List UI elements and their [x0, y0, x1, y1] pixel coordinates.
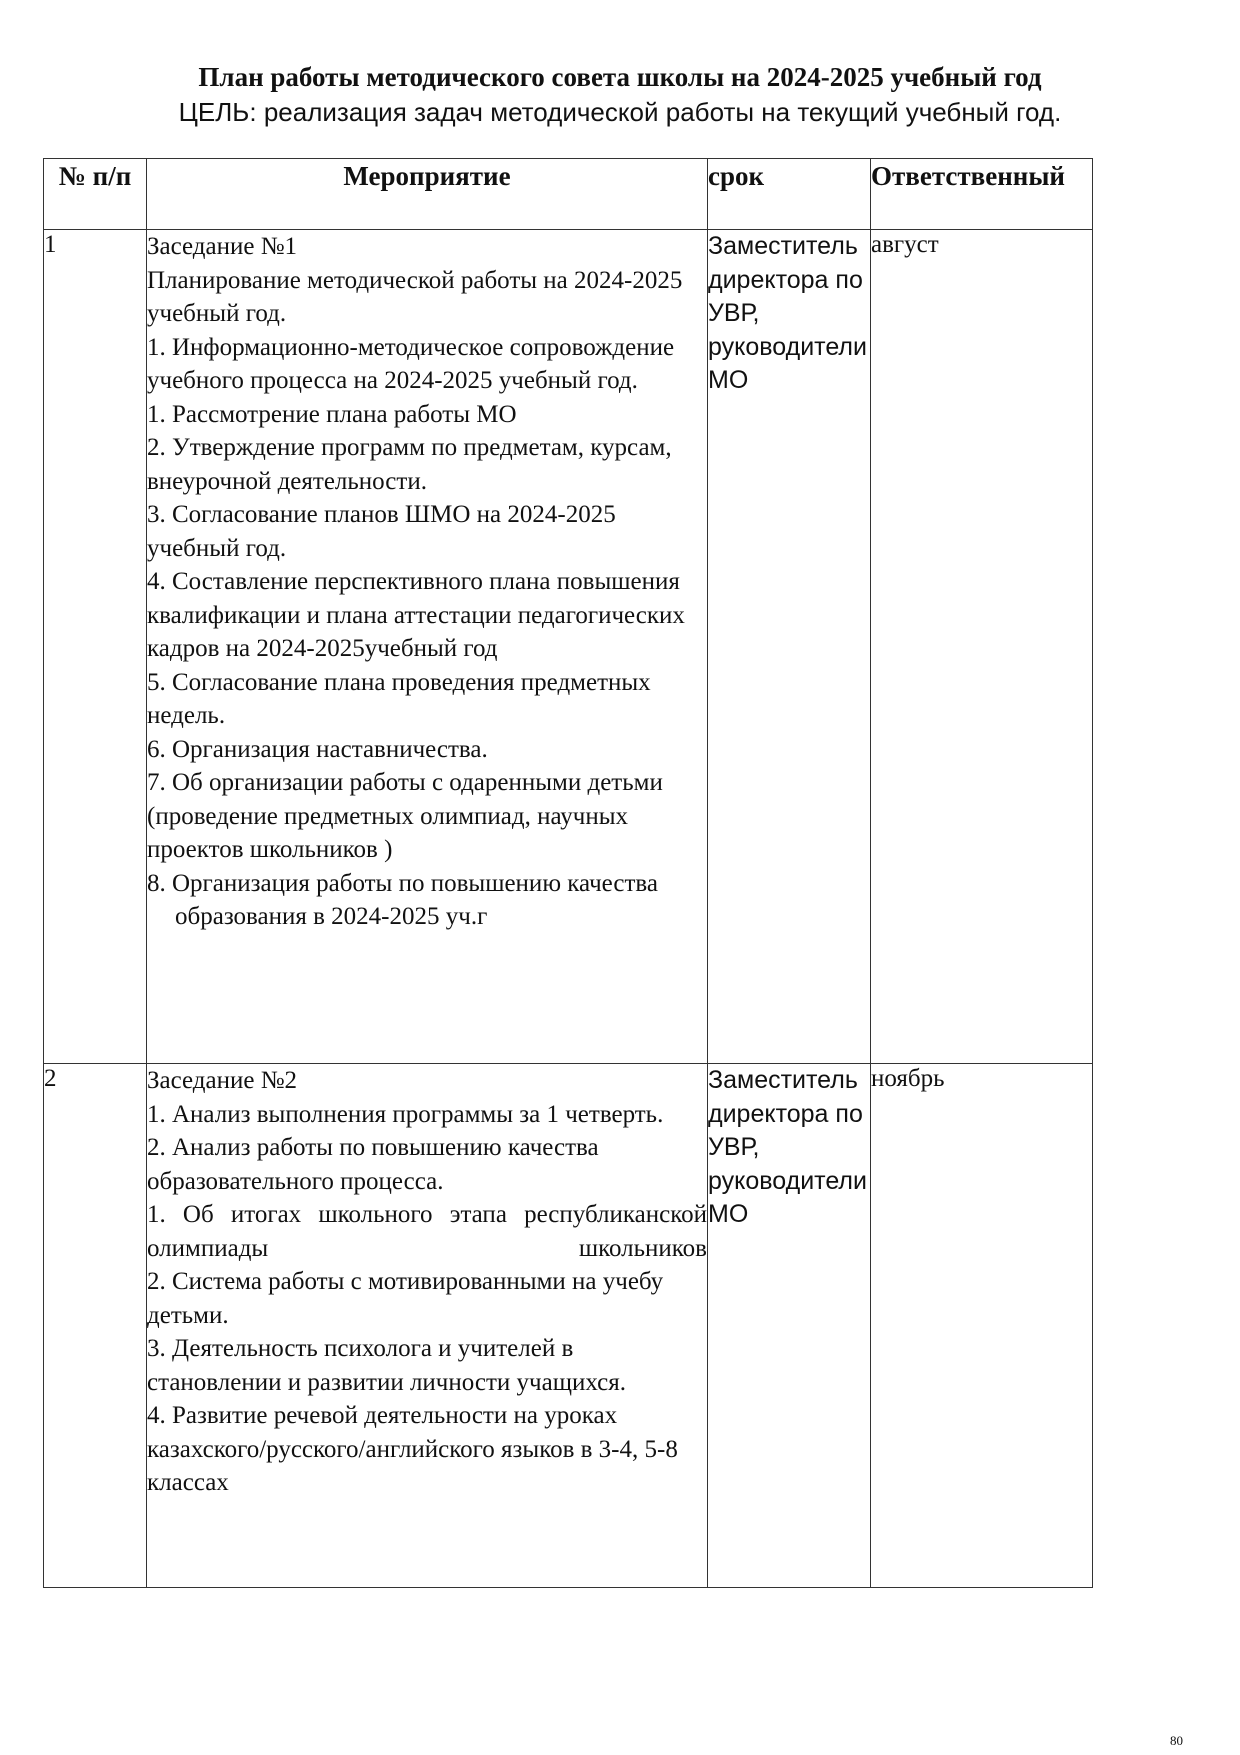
event-line: 2. Анализ работы по повышению качества образовательного процесса. [147, 1134, 599, 1195]
event-line: 8. Организация работы по повышению качества образования в 2024-2025 уч.г [147, 869, 658, 930]
row-number: 1 [44, 230, 147, 1064]
event-line: 1. Об итогах школьного этапа республиканской олимпиады школьников [147, 1201, 707, 1262]
term-cell: ноябрь [871, 1064, 1093, 1588]
event-line: 6. Организация наставничества. [147, 735, 488, 763]
responsible-cell: Заместитель директора по УВР, руководители МО [708, 230, 871, 1064]
event-line: 7. Об организации работы с одаренными детьми (проведение предметных олимпиад, научных проектов школьников ) [147, 769, 663, 863]
event-line: 3. Деятельность психолога и учителей в становлении и развитии личности учащихся. [147, 1335, 626, 1396]
column-header-responsible: Ответственный [871, 159, 1093, 230]
table-row [44, 1064, 1093, 1588]
event-line: Заседание №2 [147, 1067, 298, 1094]
event-line: 4. Развитие речевой деятельности на уроках казахского/русского/английского языков в 3-4, 5-8 классах [147, 1402, 678, 1496]
event-line: 3. Согласование планов ШМО на 2024-2025 учебный год. [147, 501, 616, 562]
event-line: 2. Система работы с мотивированными на учебу детьми. [147, 1268, 664, 1329]
event-line: 1. Информационно-методическое сопровождение учебного процесса на 2024-2025 учебный год. [147, 333, 675, 394]
responsible-cell: Заместитель директора по УВР, руководители МО [708, 1064, 871, 1588]
table-header-row [44, 159, 1093, 230]
term-cell: август [871, 230, 1093, 1064]
column-header-number: № п/п [44, 159, 147, 230]
event-line: 2. Утверждение программ по предметам, курсам, внеурочной деятельности. [147, 434, 672, 495]
column-header-event: Мероприятие [147, 159, 708, 230]
event-line: Заседание №1 [147, 233, 298, 260]
event-line: 5. Согласование плана проведения предметных недель. [147, 668, 651, 729]
event-line: 4. Составление перспективного плана повышения квалификации и плана аттестации педагогических кадров на 2024-2025учебный год [147, 568, 685, 662]
work-plan-table [43, 158, 1093, 1588]
table-row [44, 230, 1093, 1064]
row-number: 2 [44, 1064, 147, 1588]
event-cell [147, 230, 708, 1064]
event-line: Планирование методической работы на 2024-2025 учебный год. [147, 266, 683, 327]
page-subtitle-goal: ЦЕЛЬ: реализация задач методической работы на текущий учебный год. [178, 97, 1062, 127]
event-line: 1. Рассмотрение плана работы МО [147, 400, 517, 428]
event-line: 1. Анализ выполнения программы за 1 четверть. [147, 1100, 664, 1128]
column-header-term: срок [708, 159, 871, 230]
event-cell [147, 1064, 708, 1588]
page-number: 80 [1170, 1733, 1183, 1748]
page-title: План работы методического совета школы на 2024-2025 учебный год [198, 62, 1042, 92]
